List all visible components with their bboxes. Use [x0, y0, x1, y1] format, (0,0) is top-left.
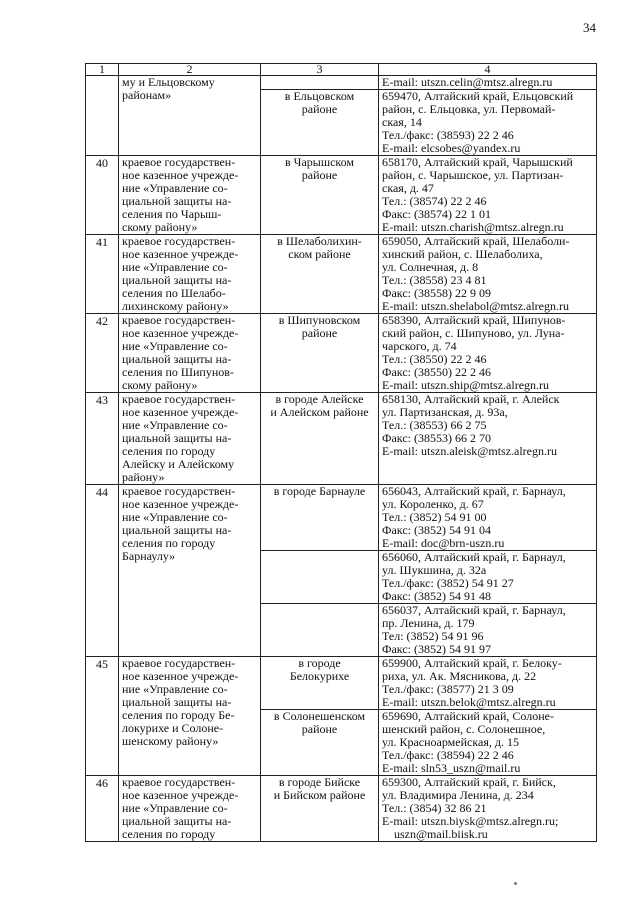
address-line: 656043, Алтайский край, г. Барнаул,	[382, 484, 566, 498]
district-line: в городе	[298, 656, 341, 670]
address-line: ская, 14	[382, 115, 422, 129]
address-line: хинский район, с. Шелаболиха,	[382, 247, 543, 261]
org-line: скому району»	[122, 378, 198, 392]
row-number: 42	[86, 314, 119, 393]
table-row	[86, 393, 597, 485]
org-line: локурихе и Солоне-	[122, 721, 224, 735]
address-line: чарского, д. 74	[382, 339, 457, 353]
org-line: ние «Управление со-	[122, 801, 228, 815]
district-cell	[261, 156, 379, 235]
row-number: 43	[86, 393, 119, 485]
org-line: циальной защиты на-	[122, 194, 232, 208]
org-line: Барнаулу»	[122, 549, 176, 563]
org-line: ное казенное учрежде-	[122, 788, 239, 802]
row-number: 46	[86, 776, 119, 842]
address-cell	[379, 235, 597, 314]
row-number: 40	[86, 156, 119, 235]
address-line: Тел: (3852) 54 91 96	[382, 629, 484, 643]
header-col-1: 1	[86, 64, 119, 76]
table-row	[86, 235, 597, 314]
address-line: 656060, Алтайский край, г. Барнаул,	[382, 550, 566, 564]
address-line: ул. Владимира Ленина, д. 234	[382, 788, 534, 802]
address-line: ул. Красноармейская, д. 15	[382, 735, 519, 749]
org-line: краевое государствен-	[122, 313, 236, 327]
table-row	[86, 76, 597, 90]
row-number: 45	[86, 657, 119, 776]
district-line: районе	[301, 168, 338, 182]
district-line: и Бийском районе	[273, 788, 366, 802]
address-line: E-mail: sln53_uszn@mail.ru	[382, 761, 521, 775]
header-col-3: 3	[261, 64, 379, 76]
address-line: E-mail: elcsobes@yandex.ru	[382, 141, 521, 155]
address-line: ул. Солнечная, д. 8	[382, 260, 479, 274]
org-line: скому району»	[122, 220, 198, 234]
address-line: 659900, Алтайский край, г. Белоку-	[382, 656, 562, 670]
district-line: и Алейском районе	[270, 405, 369, 419]
address-line: E-mail: utszn.biysk@mtsz.alregn.ru;	[382, 814, 559, 828]
address-line: Факс: (38574) 22 1 01	[382, 207, 491, 221]
org-line: лихинскому району»	[122, 299, 229, 313]
org-line: ное казенное учрежде-	[122, 326, 239, 340]
page-number: 34	[583, 20, 596, 35]
org-line: селения по Чарыш-	[122, 207, 222, 221]
address-line: 659300, Алтайский край, г. Бийск,	[382, 775, 556, 789]
row-number: 44	[86, 485, 119, 657]
org-line: селения по городу Бе-	[122, 708, 235, 722]
address-line: Тел.: (3854) 32 86 21	[382, 801, 487, 815]
address-cell	[379, 657, 597, 710]
header-col-2: 2	[119, 64, 261, 76]
district-cell	[261, 776, 379, 842]
address-line: Тел./факс: (3852) 54 91 27	[382, 576, 514, 590]
address-cell	[379, 76, 597, 90]
org-line: селения по городу	[122, 827, 216, 841]
address-line: ул. Партизанская, д. 93а,	[382, 405, 508, 419]
address-line: Тел.: (38553) 66 2 75	[382, 418, 487, 432]
address-line: 659690, Алтайский край, Солоне-	[382, 709, 554, 723]
district-line: в Чарышском	[284, 155, 354, 169]
org-line: ние «Управление со-	[122, 510, 228, 524]
address-line: ская, д. 47	[382, 181, 434, 195]
address-line: пр. Ленина, д. 179	[382, 616, 475, 630]
org-line: циальной защиты на-	[122, 273, 232, 287]
district-cell	[261, 551, 379, 604]
table-row	[86, 776, 597, 842]
org-line: циальной защиты на-	[122, 814, 232, 828]
organization-name	[119, 657, 261, 776]
address-line: uszn@mail.biisk.ru	[382, 827, 488, 841]
address-cell	[379, 776, 597, 842]
address-line: 656037, Алтайский край, г. Барнаул,	[382, 603, 566, 617]
district-line: районе	[301, 722, 338, 736]
address-line: шенский район, с. Солонешное,	[382, 722, 546, 736]
address-line: Факс: (38553) 66 2 70	[382, 431, 491, 445]
org-line: селения по Шипунов-	[122, 365, 234, 379]
table-row	[86, 485, 597, 551]
org-line: краевое государствен-	[122, 392, 236, 406]
header-row	[86, 64, 597, 76]
district-line: в Солонешенском	[273, 709, 366, 723]
org-line: краевое государствен-	[122, 484, 236, 498]
district-cell	[261, 710, 379, 776]
org-line: краевое государствен-	[122, 775, 236, 789]
org-line: циальной защиты на-	[122, 695, 232, 709]
org-line: Алейску и Алейскому	[122, 457, 235, 471]
address-line: 659470, Алтайский край, Ельцовский	[382, 89, 574, 103]
organization-name	[119, 776, 261, 842]
table-row	[86, 657, 597, 710]
row-number	[86, 76, 119, 156]
org-line: му и Ельцовскому	[122, 75, 215, 89]
district-cell	[261, 393, 379, 485]
address-cell	[379, 156, 597, 235]
address-cell	[379, 393, 597, 485]
org-line: ное казенное учрежде-	[122, 669, 239, 683]
org-line: ное казенное учрежде-	[122, 497, 239, 511]
org-line: краевое государствен-	[122, 155, 236, 169]
address-line: район, с. Чарышское, ул. Партизан-	[382, 168, 564, 182]
org-line: циальной защиты на-	[122, 523, 232, 537]
district-cell	[261, 604, 379, 657]
district-cell	[261, 235, 379, 314]
org-line: ние «Управление со-	[122, 260, 228, 274]
organization-name	[119, 156, 261, 235]
org-line: краевое государствен-	[122, 234, 236, 248]
address-line: E-mail: utszn.aleisk@mtsz.alregn.ru	[382, 444, 558, 458]
address-line: E-mail: utszn.belok@mtsz.alregn.ru	[382, 695, 556, 709]
address-line: Факс: (38558) 22 9 09	[382, 286, 491, 300]
org-line: ние «Управление со-	[122, 418, 228, 432]
address-line: ул. Шукшина, д. 32а	[382, 563, 487, 577]
address-cell	[379, 485, 597, 551]
address-line: Тел./факс: (38594) 22 2 46	[382, 748, 514, 762]
org-line: ние «Управление со-	[122, 339, 228, 353]
org-line: району»	[122, 470, 165, 484]
org-line: шенскому району»	[122, 734, 219, 748]
address-cell	[379, 551, 597, 604]
row-number: 41	[86, 235, 119, 314]
district-line: ском районе	[288, 247, 351, 261]
scan-speck	[514, 882, 517, 885]
institutions-table	[85, 63, 597, 842]
table-row	[86, 314, 597, 393]
table-body	[86, 76, 597, 842]
district-line: в городе Бийске	[278, 775, 361, 789]
address-line: E-mail: utszn.celin@mtsz.alregn.ru	[382, 75, 553, 89]
address-line: Факс: (3852) 54 91 97	[382, 642, 491, 656]
header-col-4: 4	[379, 64, 597, 76]
district-line: в Шипуновском	[278, 313, 361, 327]
org-line: краевое государствен-	[122, 656, 236, 670]
address-line: 658390, Алтайский край, Шипунов-	[382, 313, 566, 327]
address-line: Тел.: (38574) 22 2 46	[382, 194, 487, 208]
org-line: селения по Шелабо-	[122, 286, 226, 300]
district-cell	[261, 657, 379, 710]
org-line: ние «Управление со-	[122, 181, 228, 195]
address-line: риха, ул. Ак. Мясникова, д. 22	[382, 669, 537, 683]
address-line: ский район, с. Шипуново, ул. Луна-	[382, 326, 565, 340]
address-line: Тел./факс: (38577) 21 3 09	[382, 682, 514, 696]
address-line: E-mail: utszn.ship@mtsz.alregn.ru	[382, 378, 550, 392]
address-cell	[379, 314, 597, 393]
address-line: Факс: (3852) 54 91 48	[382, 589, 491, 603]
organization-name	[119, 393, 261, 485]
address-line: Факс: (3852) 54 91 04	[382, 523, 491, 537]
district-line: районе	[301, 102, 338, 116]
org-line: селения по городу	[122, 444, 216, 458]
org-line: ное казенное учрежде-	[122, 168, 239, 182]
address-cell	[379, 710, 597, 776]
address-line: 659050, Алтайский край, Шелаболи-	[382, 234, 570, 248]
organization-name	[119, 76, 261, 156]
address-line: E-mail: utszn.shelabol@mtsz.alregn.ru	[382, 299, 570, 313]
address-line: район, с. Ельцовка, ул. Первомай-	[382, 102, 556, 116]
org-line: селения по городу	[122, 536, 216, 550]
organization-name	[119, 235, 261, 314]
district-cell	[261, 90, 379, 156]
address-line: 658130, Алтайский край, г. Алейск	[382, 392, 560, 406]
district-line: в Шелаболихин-	[277, 234, 362, 248]
org-line: циальной защиты на-	[122, 431, 232, 445]
district-line: в городе Алейске	[275, 392, 364, 406]
district-line: Белокурихе	[289, 669, 350, 683]
org-line: циальной защиты на-	[122, 352, 232, 366]
org-line: ние «Управление со-	[122, 682, 228, 696]
district-line: в Ельцовском	[284, 89, 355, 103]
org-line: ное казенное учрежде-	[122, 405, 239, 419]
table-row	[86, 156, 597, 235]
organization-name	[119, 314, 261, 393]
address-line: ул. Короленко, д. 67	[382, 497, 484, 511]
address-line: E-mail: doc@brn-uszn.ru	[382, 536, 505, 550]
organization-name	[119, 485, 261, 657]
district-cell	[261, 76, 379, 90]
address-line: Факс: (38550) 22 2 46	[382, 365, 491, 379]
address-line: 658170, Алтайский край, Чарышский	[382, 155, 573, 169]
address-line: Тел.: (38550) 22 2 46	[382, 352, 487, 366]
address-line: Тел.: (38558) 23 4 81	[382, 273, 487, 287]
org-line: ное казенное учрежде-	[122, 247, 239, 261]
address-line: Тел.: (3852) 54 91 00	[382, 510, 487, 524]
address-line: E-mail: utszn.charish@mtsz.alregn.ru	[382, 220, 564, 234]
district-cell	[261, 485, 379, 551]
district-cell	[261, 314, 379, 393]
address-cell	[379, 604, 597, 657]
district-line: районе	[301, 326, 338, 340]
address-line: Тел./факс: (38593) 22 2 46	[382, 128, 514, 142]
org-line: районам»	[122, 88, 172, 102]
address-cell	[379, 90, 597, 156]
district-line: в городе Барнауле	[273, 484, 366, 498]
